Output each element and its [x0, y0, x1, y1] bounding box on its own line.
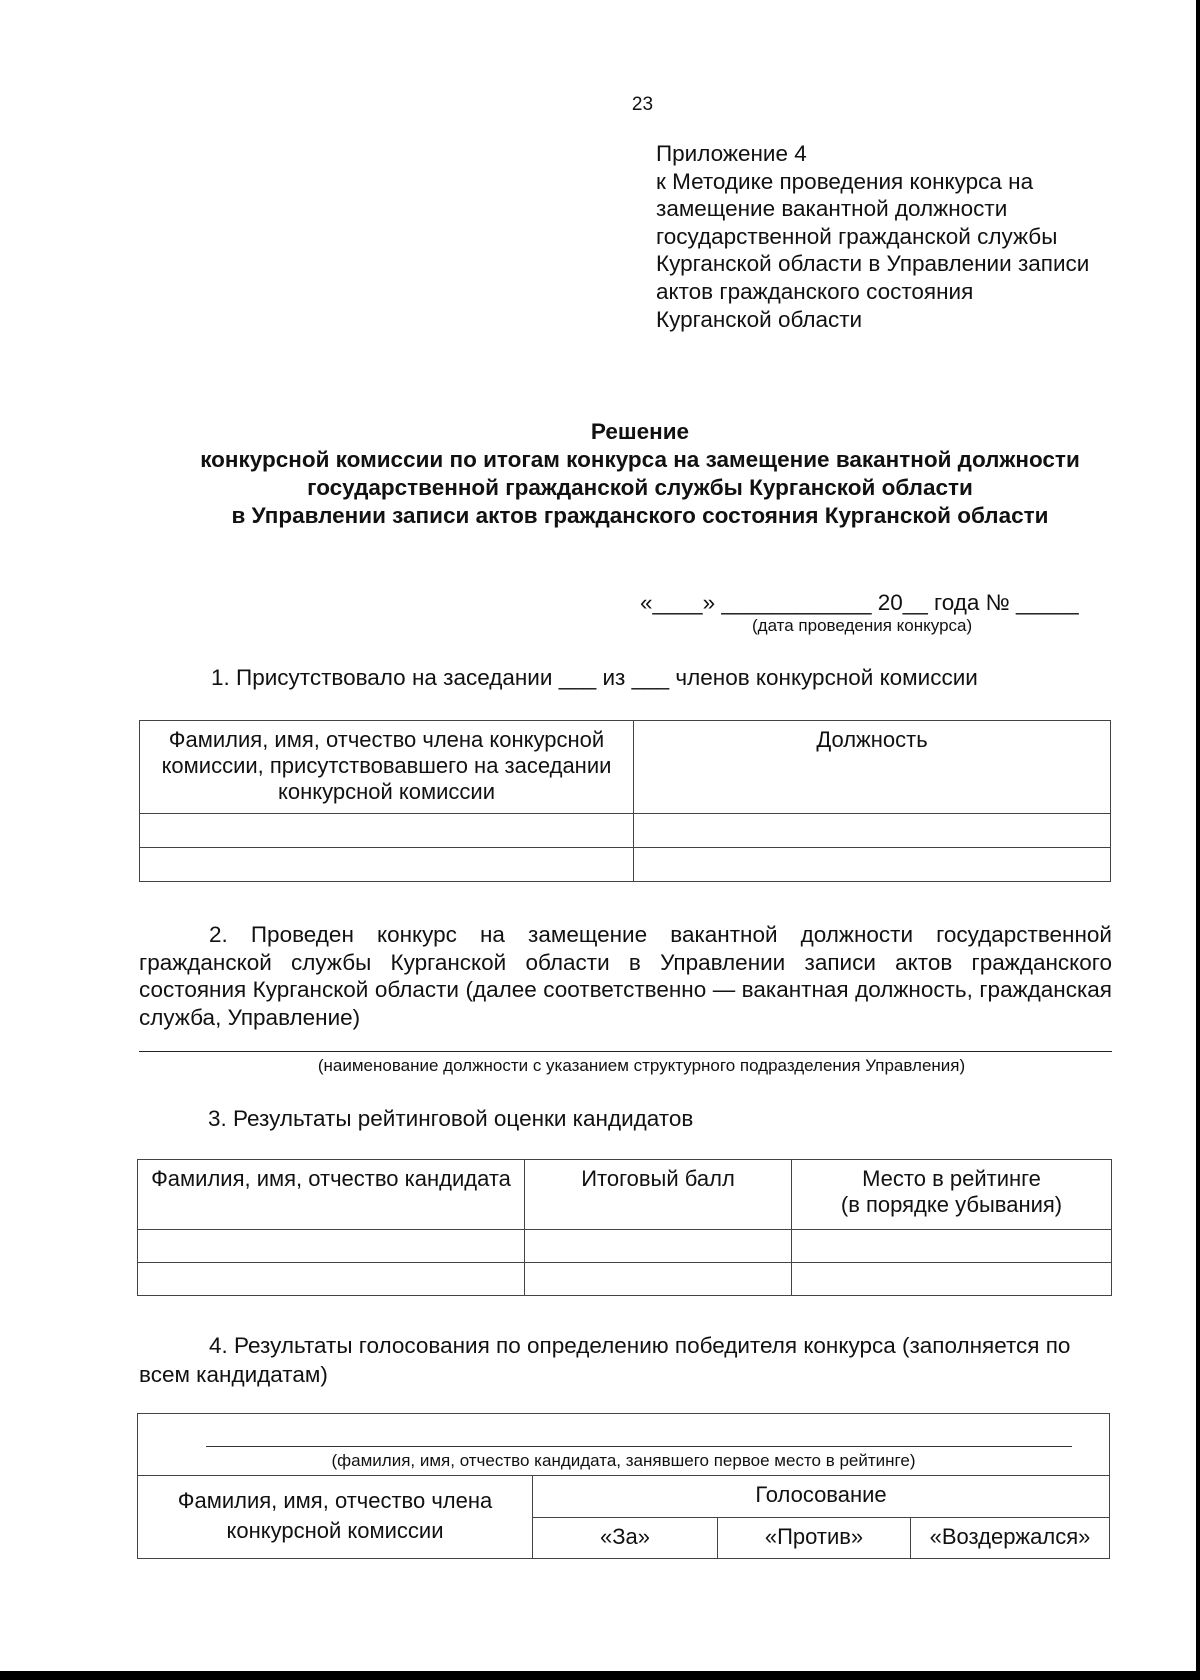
- table-row: [138, 1230, 1112, 1263]
- table-cell[interactable]: [634, 848, 1111, 882]
- appendix-line: Курганской области: [656, 306, 863, 332]
- table-cell[interactable]: [792, 1230, 1112, 1263]
- table-row: [138, 1263, 1112, 1296]
- table-cell[interactable]: [792, 1263, 1112, 1296]
- header-vote-abstain: «Воздержался»: [911, 1517, 1110, 1559]
- section-2-text: [139, 921, 1112, 1031]
- table-cell[interactable]: [138, 1263, 525, 1296]
- section-3-text: 3. Результаты рейтинговой оценки кандидатов: [208, 1106, 694, 1131]
- date-caption: (дата проведения конкурса): [752, 616, 973, 635]
- appendix-line: актов гражданского состояния: [656, 278, 974, 304]
- rating-table: [137, 1159, 1112, 1296]
- header-rating-place-line1: Место в рейтинге: [862, 1166, 1041, 1191]
- position-fill-line[interactable]: [139, 1051, 1112, 1052]
- date-number-line: «____» ____________ 20__ года № _____: [640, 590, 1079, 615]
- table-cell[interactable]: [140, 848, 634, 882]
- table-cell[interactable]: [140, 814, 634, 848]
- header-voting: Голосование: [533, 1476, 1110, 1518]
- position-caption: (наименование должности с указанием структурного подразделения Управления): [317, 1056, 966, 1075]
- table-cell[interactable]: [525, 1230, 792, 1263]
- appendix-header: [656, 140, 1176, 333]
- candidate-fill-line[interactable]: [206, 1446, 1072, 1447]
- header-vote-for: «За»: [533, 1517, 718, 1559]
- members-present-table: [139, 720, 1111, 882]
- header-rating-place-line2: (в порядке убывания): [840, 1192, 1063, 1217]
- appendix-line: к Методике проведения конкурса на: [656, 168, 1034, 194]
- scan-edge-right: [1196, 0, 1200, 1680]
- header-rating-place: [792, 1160, 1112, 1230]
- section-4-first-line: 4. Результаты голосования по определению победителя конкурса (заполняется по: [209, 1333, 1071, 1358]
- title-line: в Управлении записи актов гражданского состояния Курганской области: [231, 503, 1049, 528]
- page-number: 23: [631, 94, 654, 115]
- appendix-line: замещение вакантной должности: [656, 196, 1008, 222]
- title-line: Решение: [590, 419, 690, 444]
- appendix-line: Приложение 4: [656, 141, 807, 166]
- header-member-line1: Фамилия, имя, отчество члена: [177, 1488, 493, 1513]
- title-line: государственной гражданской службы Курганской области: [307, 475, 973, 500]
- voting-table: [137, 1475, 1110, 1559]
- table-cell[interactable]: [634, 814, 1111, 848]
- table-cell[interactable]: [138, 1230, 525, 1263]
- table-header-row: [138, 1160, 1112, 1230]
- header-vote-against: «Против»: [718, 1517, 911, 1559]
- header-member-name: Фамилия, имя, отчество члена конкурсной комиссии, присутствовавшего на заседании конкурсной комиссии: [140, 721, 634, 814]
- appendix-line: Курганской области в Управлении записи: [656, 251, 1090, 277]
- candidate-caption: (фамилия, имя, отчество кандидата, занявшего первое место в рейтинге): [331, 1451, 916, 1470]
- section-2-first-line: 2. Проведен конкурс на замещение вакантной должности государственной: [209, 922, 1112, 947]
- title-line: конкурсной комиссии по итогам конкурса на замещение вакантной должности: [200, 447, 1080, 472]
- header-member-line2: конкурсной комиссии: [226, 1518, 444, 1543]
- table-header-row: [140, 721, 1111, 814]
- header-total-score: Итоговый балл: [525, 1160, 792, 1230]
- appendix-line: государственной гражданской службы: [656, 223, 1058, 249]
- header-candidate-name: Фамилия, имя, отчество кандидата: [138, 1160, 525, 1230]
- table-cell[interactable]: [525, 1263, 792, 1296]
- table-row: [140, 814, 1111, 848]
- table-header-row: [138, 1476, 1110, 1518]
- section-4-second-line: всем кандидатам): [139, 1362, 328, 1387]
- document-title: [140, 418, 1140, 530]
- section-1-text: 1. Присутствовало на заседании ___ из ___ членов конкурсной комиссии: [211, 665, 978, 690]
- header-commission-member: [138, 1476, 533, 1559]
- scan-edge-bottom: [0, 1671, 1200, 1680]
- section-2-rest: гражданской службы Курганской области в Управлении записи актов гражданского состояния Курганской области (далее соответственно — вакантная должность, гражданская служба, Управление): [139, 949, 1112, 1030]
- candidate-name-box: [137, 1413, 1110, 1475]
- table-row: [140, 848, 1111, 882]
- section-4-text: [139, 1331, 1112, 1389]
- header-position: Должность: [634, 721, 1111, 814]
